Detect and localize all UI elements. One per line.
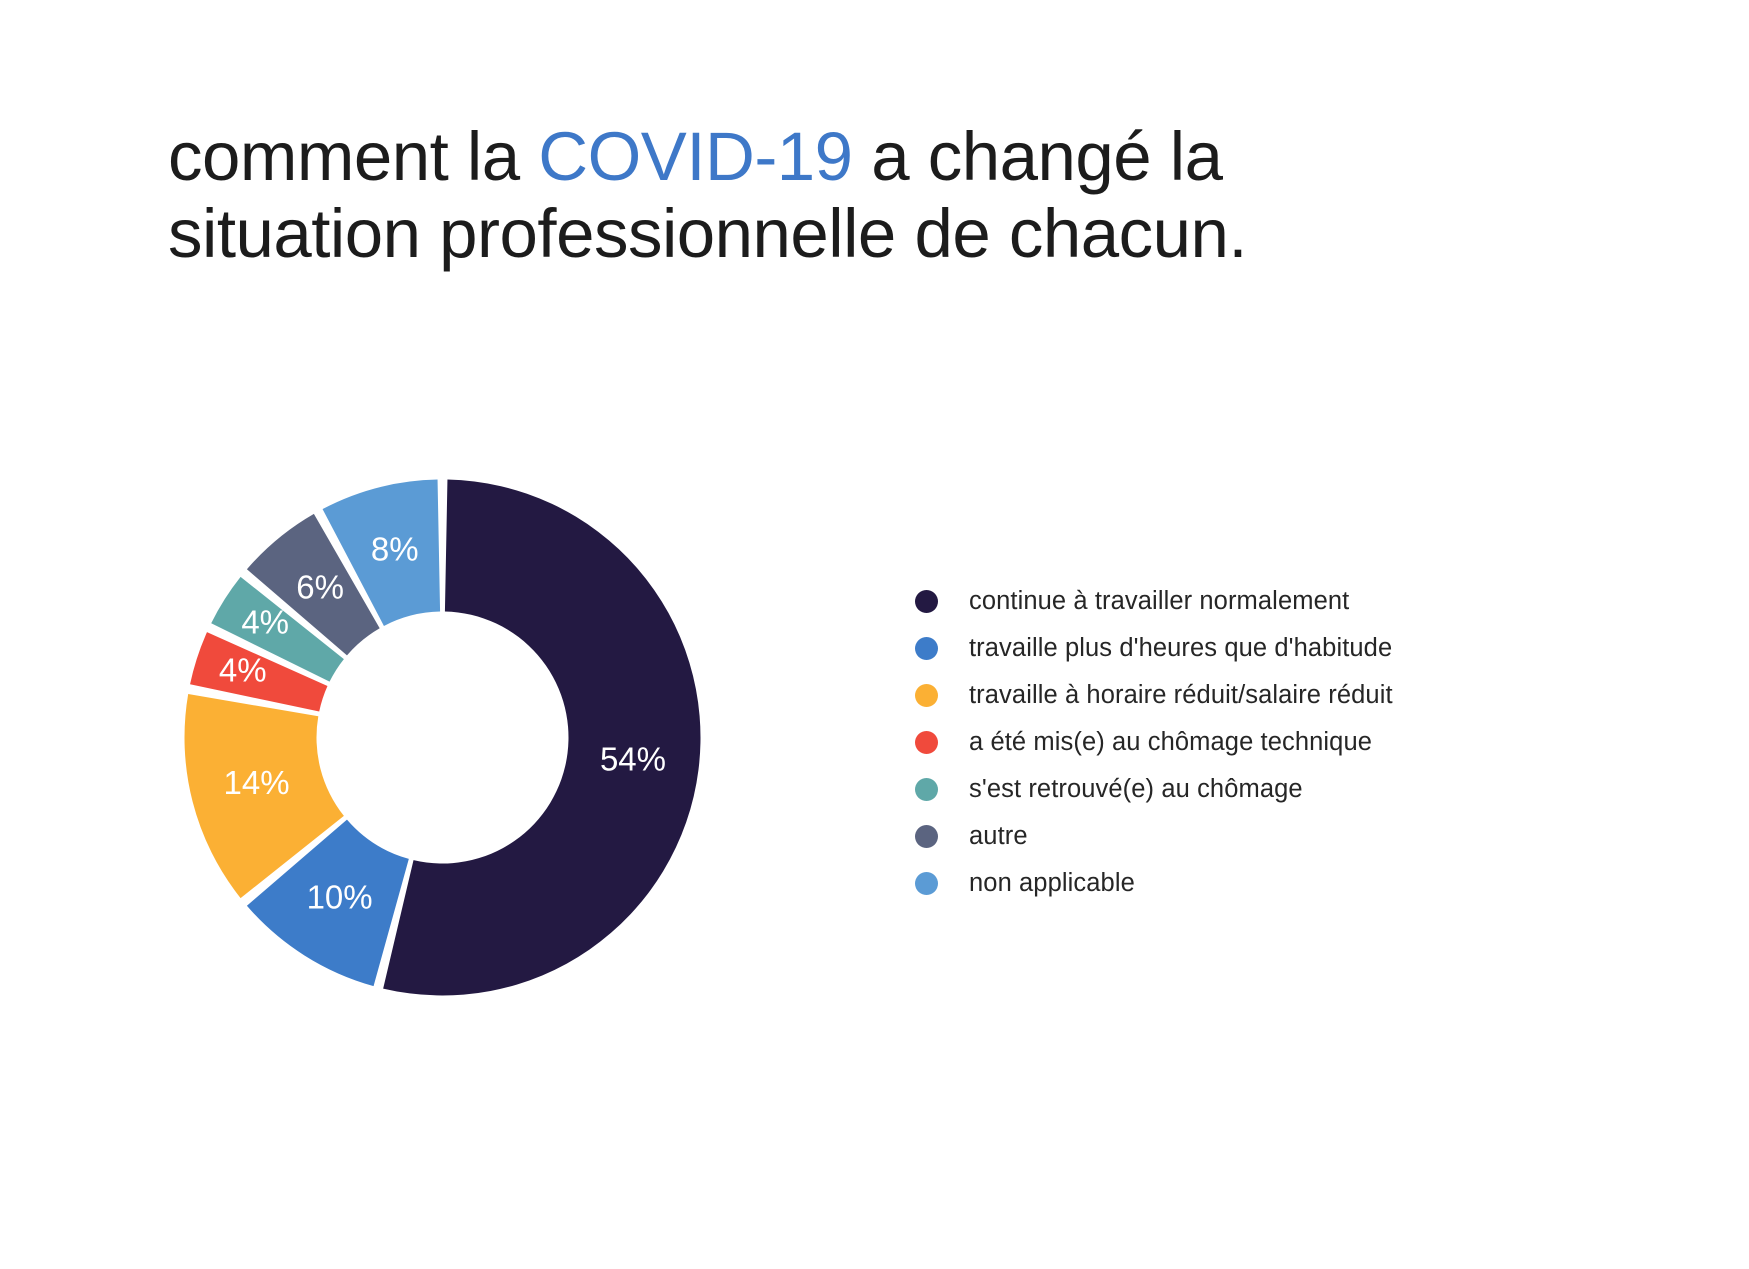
donut-slices <box>185 480 701 996</box>
donut-svg <box>165 460 720 1015</box>
legend-item <box>915 578 1655 625</box>
page-title <box>168 118 1648 273</box>
legend-item <box>915 813 1655 860</box>
title-line-1 <box>168 118 1648 195</box>
legend-item-label: travaille plus d'heures que d'habitude <box>969 634 1393 662</box>
legend-color-swatch <box>915 778 938 801</box>
legend-item-label: s'est retrouvé(e) au chômage <box>969 775 1303 803</box>
legend-color-swatch <box>915 872 938 895</box>
legend-item-label: continue à travailler normalement <box>969 587 1350 615</box>
title-text-pre: comment la <box>168 118 539 195</box>
donut-slice-value-label: 6% <box>296 568 344 606</box>
donut-slice-value-label: 4% <box>218 651 267 689</box>
legend-color-swatch <box>915 637 938 660</box>
donut-chart <box>150 455 750 1015</box>
donut-slice-value-label: 14% <box>223 763 290 801</box>
legend-item <box>915 860 1655 907</box>
legend-item-label: a été mis(e) au chômage technique <box>969 728 1373 756</box>
legend-color-swatch <box>915 825 938 848</box>
donut-slice-value-label: 54% <box>599 740 667 778</box>
legend-item-label: non applicable <box>969 869 1135 897</box>
title-accent-covid: COVID-19 <box>538 118 853 195</box>
legend-item <box>915 719 1655 766</box>
title-line-2: situation professionnelle de chacun. <box>168 195 1248 273</box>
legend-item-label: autre <box>969 822 1028 850</box>
donut-chart-graphic <box>165 460 720 1015</box>
legend-color-swatch <box>915 731 938 754</box>
title-text-post: a changé la <box>852 118 1223 195</box>
donut-slice-value-label: 10% <box>306 878 373 916</box>
donut-slice-value-label: 8% <box>370 530 419 568</box>
legend-color-swatch <box>915 684 938 707</box>
legend-color-swatch <box>915 590 938 613</box>
legend-item-label: travaille à horaire réduit/salaire réduit <box>969 681 1393 709</box>
chart-legend <box>915 578 1655 907</box>
legend-item <box>915 672 1655 719</box>
legend-item <box>915 766 1655 813</box>
legend-item <box>915 625 1655 672</box>
donut-slice-value-label: 4% <box>241 603 290 641</box>
